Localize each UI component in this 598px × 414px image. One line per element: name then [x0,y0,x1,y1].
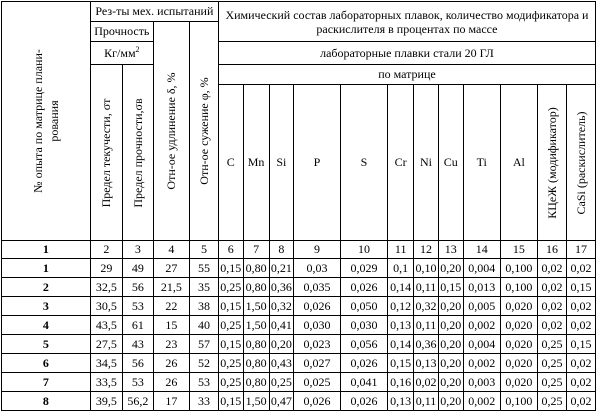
table-cell: 0,100 [500,278,537,297]
table-cell: 0,11 [414,278,439,297]
table-cell: 0,25 [218,373,243,392]
table-cell: 0,20 [438,335,463,354]
table-cell: 0,32 [414,297,439,316]
table-cell: 0,02 [566,297,595,316]
table-cell: 0,026 [340,278,388,297]
table-cell: 0,13 [414,354,439,373]
column-number-cell: 9 [294,241,340,259]
experiment-number-cell: 4 [2,316,91,335]
table-cell: 22 [153,297,189,316]
table-cell: 0,025 [294,373,340,392]
table-cell: 27 [153,259,189,278]
table-cell: 0,20 [438,392,463,411]
table-cell: 0,15 [438,278,463,297]
table-cell: 0,02 [537,316,566,335]
table-cell: 0,041 [340,373,388,392]
table-cell: 0,15 [566,335,595,354]
table-cell: 0,013 [463,278,500,297]
strength-header: Прочность [90,22,153,42]
table-cell: 0,25 [269,373,294,392]
element-c-header: C [218,85,243,241]
table-cell: 0,100 [500,392,537,411]
chem-composition-title: Химический состав лабораторных плавок, количество модификатора и раскислителя в процентах по массе [225,7,589,36]
table-cell: 0,02 [566,392,595,411]
column-numbers [2,241,596,259]
column-number-cell: 13 [438,241,463,259]
table-cell: 29 [90,259,122,278]
table-cell: 0,035 [294,278,340,297]
table-cell: 0,02 [566,373,595,392]
table-cell: 1,50 [243,297,269,316]
table-cell: 0,15 [218,335,243,354]
table-cell: 0,15 [566,278,595,297]
table-cell: 40 [189,316,218,335]
table-cell: 0,32 [269,297,294,316]
table-cell: 30,5 [90,297,122,316]
column-number-cell: 3 [122,241,153,259]
table-cell: 0,056 [340,335,388,354]
mech-tests-header: Рез-ты мех. испытаний [90,2,218,22]
table-cell: 0,030 [294,316,340,335]
reduction-label: Отн-ое сужение φ, % [196,77,211,185]
table-cell: 0,020 [500,373,537,392]
table-cell: 0,25 [218,278,243,297]
column-number-cell: 6 [218,241,243,259]
table-cell: 15 [153,316,189,335]
column-number-cell: 4 [153,241,189,259]
table-cell: 1,50 [243,316,269,335]
table-cell: 0,03 [294,259,340,278]
table-cell: 0,030 [340,316,388,335]
column-number-cell: 16 [537,241,566,259]
table-cell: 0,25 [218,354,243,373]
table-cell: 0,80 [243,335,269,354]
table-cell: 0,005 [463,297,500,316]
table-row [2,259,596,278]
table-cell: 38 [189,297,218,316]
experiment-number-cell: 3 [2,297,91,316]
table-cell: 0,80 [243,278,269,297]
table-cell: 53 [122,297,153,316]
table-cell: 0,020 [500,316,537,335]
experiment-number-cell: 8 [2,392,91,411]
table-cell: 0,47 [269,392,294,411]
element-s-header: S [340,85,388,241]
table-cell: 33,5 [90,373,122,392]
elongation-header [153,22,189,241]
table-cell: 61 [122,316,153,335]
table-cell: 35 [189,278,218,297]
table-cell: 43,5 [90,316,122,335]
strength-unit [90,42,153,65]
table-row [2,278,596,297]
table-cell: 0,25 [537,335,566,354]
table-cell: 57 [189,335,218,354]
table-cell: 0,11 [414,316,439,335]
table-cell: 56 [122,354,153,373]
table-cell: 0,026 [340,354,388,373]
table-cell: 0,023 [294,335,340,354]
chem-composition-header [218,2,595,42]
element-ni-header: Ni [414,85,439,241]
column-number-cell: 14 [463,241,500,259]
element-cu-header: Cu [438,85,463,241]
table-cell: 23 [153,335,189,354]
element-si-header: Si [269,85,294,241]
table-cell: 0,02 [566,354,595,373]
column-number-cell: 1 [2,241,91,259]
table-cell: 33 [189,392,218,411]
table-cell: 49 [122,259,153,278]
table-cell: 0,80 [243,354,269,373]
strength-columns [90,65,153,241]
table-cell: 0,36 [269,278,294,297]
strength-unit-base: Кг/мм [104,46,136,60]
column-number-cell: 15 [500,241,537,259]
column-number-cell: 7 [243,241,269,259]
column-number-cell: 11 [388,241,414,259]
table-row [2,392,596,411]
modifier-label: КЦеЖ (модификатор) [544,106,559,219]
table-cell: 0,027 [294,354,340,373]
table-cell: 0,21 [269,259,294,278]
table-cell: 0,20 [269,335,294,354]
table-cell: 0,100 [500,259,537,278]
table-cell: 0,003 [463,373,500,392]
reduction-header [189,22,218,241]
experiment-number-cell: 7 [2,373,91,392]
experiment-number-cell: 5 [2,335,91,354]
column-number-row [2,241,596,259]
table-cell: 0,20 [438,297,463,316]
table-cell: 0,1 [388,259,414,278]
table-cell: 26 [153,354,189,373]
table-cell: 0,002 [463,316,500,335]
table-cell: 0,36 [414,335,439,354]
tensile-strength-label: Предел прочности,σв [130,97,145,208]
table-cell: 0,25 [537,373,566,392]
modifier-header [537,85,566,241]
table-cell: 1,50 [243,392,269,411]
table-cell: 0,02 [414,373,439,392]
table-cell: 0,10 [414,259,439,278]
table-cell: 17 [153,392,189,411]
table-cell: 0,004 [463,335,500,354]
table-cell: 0,13 [388,392,414,411]
table-cell: 55 [189,259,218,278]
table-cell: 0,20 [438,373,463,392]
table-cell: 56 [122,278,153,297]
table-cell: 21,5 [153,278,189,297]
table-cell: 0,20 [438,316,463,335]
table-cell: 0,002 [463,392,500,411]
table-cell: 0,14 [388,278,414,297]
table-cell: 0,80 [243,259,269,278]
column-number-cell: 10 [340,241,388,259]
table-cell: 0,15 [218,392,243,411]
table-cell: 52 [189,354,218,373]
column-number-cell: 12 [414,241,439,259]
column-number-cell: 2 [90,241,122,259]
table-row [2,373,596,392]
table-cell: 0,20 [438,354,463,373]
table-cell: 0,029 [340,259,388,278]
table-cell: 0,25 [537,354,566,373]
table-cell: 39,5 [90,392,122,411]
table-cell: 0,41 [269,316,294,335]
table-row [2,335,596,354]
elongation-label: Отн-ое удлинение δ, % [164,72,179,190]
table-cell: 0,02 [537,278,566,297]
experiment-number-cell: 2 [2,278,91,297]
element-al-header: Al [500,85,537,241]
table-cell: 56,2 [122,392,153,411]
table-cell: 0,80 [243,373,269,392]
table-row [2,297,596,316]
table-cell: 0,11 [414,392,439,411]
table-cell: 0,002 [463,354,500,373]
table-cell: 0,13 [388,316,414,335]
table-row [2,354,596,373]
table-cell: 0,14 [388,335,414,354]
table-cell: 53 [122,373,153,392]
table-cell: 0,020 [500,335,537,354]
table-cell: 0,25 [537,392,566,411]
table-cell: 0,020 [500,354,537,373]
table-cell: 0,020 [500,297,537,316]
element-p-header: P [294,85,340,241]
table-cell: 0,004 [463,259,500,278]
table-cell: 27,5 [90,335,122,354]
experiment-table [1,1,596,411]
data-rows [2,259,596,411]
table-cell: 0,25 [218,316,243,335]
table-cell: 53 [189,373,218,392]
experiment-number-cell: 1 [2,259,91,278]
table-cell: 0,15 [388,354,414,373]
by-matrix-header: по матрице [218,65,595,85]
table-cell: 0,43 [269,354,294,373]
table-cell: 0,16 [388,373,414,392]
table-cell: 32,5 [90,278,122,297]
table-cell: 0,02 [537,259,566,278]
element-cr-header: Cr [388,85,414,241]
column-number-cell: 17 [566,241,595,259]
table-cell: 0,02 [566,316,595,335]
column-number-cell: 5 [189,241,218,259]
table-cell: 0,02 [566,259,595,278]
table-cell: 0,15 [218,259,243,278]
element-ti-header: Ti [463,85,500,241]
experiment-number-cell: 6 [2,354,91,373]
table-cell: 0,12 [388,297,414,316]
table-cell: 26 [153,373,189,392]
table-cell: 0,050 [340,297,388,316]
table-cell: 0,02 [537,297,566,316]
table-cell: 0,15 [218,297,243,316]
table-cell: 0,026 [340,392,388,411]
lab-melts-header: лабораторные плавки стали 20 ГЛ [218,42,595,65]
table-cell: 43 [122,335,153,354]
strength-unit-exponent: 2 [135,45,140,54]
experiment-number-header [2,2,91,241]
column-number-cell: 8 [269,241,294,259]
element-mn-header: Mn [243,85,269,241]
experiment-number-label: № опыта по матрице плани-рования [30,49,61,193]
deoxidizer-label: CaSi (раскислитель) [573,111,588,215]
table-row [2,316,596,335]
table-cell: 34,5 [90,354,122,373]
yield-strength-header [91,65,123,240]
table-cell: 0,20 [438,259,463,278]
table-cell: 0,026 [294,297,340,316]
table-cell: 0,026 [294,392,340,411]
yield-strength-label: Предел текучести, σт [99,98,114,207]
tensile-strength-header [123,65,153,240]
deoxidizer-header [566,85,595,241]
